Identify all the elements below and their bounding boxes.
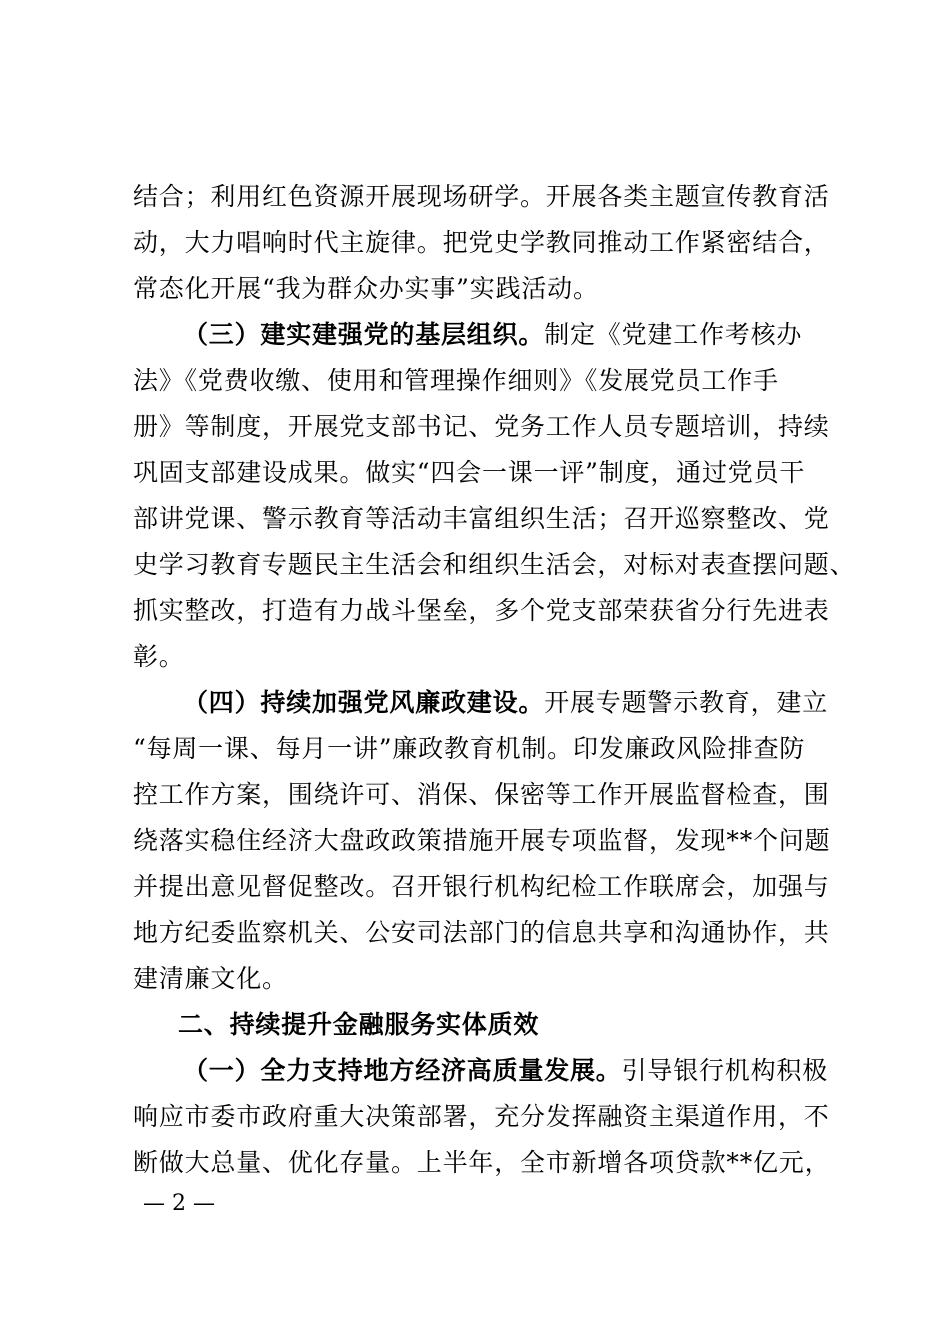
paragraph-line: 史学习教育专题民主生活会和组织生活会，对标对表查摆问题、 (133, 550, 856, 579)
paragraph-line: 法》《党费收缴、使用和管理操作细则》《发展党员工作手 (133, 366, 779, 395)
paragraph-line: 地方纪委监察机关、公安司法部门的信息共享和沟通协作，共 (133, 918, 830, 947)
subheading-line: （一）全力支持地方经济高质量发展。引导银行机构积极 (183, 1056, 829, 1085)
paragraph-line: 响应市委市政府重大决策部署，充分发挥融资主渠道作用，不 (133, 1102, 830, 1131)
paragraph-line: 巩固支部建设成果。做实“四会一课一评”制度，通过党员干 (133, 458, 806, 487)
paragraph-line: “每周一课、每月一讲”廉政教育机制。印发廉政风险排查防 (133, 734, 806, 763)
paragraph-line: 抓实整改，打造有力战斗堡垒，多个党支部荣获省分行先进表 (133, 596, 830, 625)
subheading-line: （三）建实建强党的基层组织。制定《党建工作考核办 (183, 320, 803, 349)
paragraph-line: 并提出意见督促整改。召开银行机构纪检工作联席会，加强与 (133, 872, 830, 901)
paragraph-line: 部讲党课、警示教育等活动丰富组织生活；召开巡察整改、党 (133, 504, 830, 533)
paragraph-line: 断做大总量、优化存量。上半年，全市新增各项贷款**亿元， (133, 1148, 831, 1177)
paragraph-line: 绕落实稳住经济大盘政政策措施开展专项监督，发现**个问题 (133, 826, 831, 855)
paragraph-line: 常态化开展“我为群众办实事”实践活动。 (133, 274, 599, 303)
paragraph-line: 建清廉文化。 (133, 964, 288, 993)
paragraph-line: 控工作方案，围绕许可、消保、保密等工作开展监督检查，围 (133, 780, 830, 809)
paragraph-line: 彰。 (133, 642, 185, 671)
page-number: — 2 — (143, 1191, 215, 1216)
paragraph-line: 结合；利用红色资源开展现场研学。开展各类主题宣传教育活 (133, 182, 830, 211)
section-heading: 二、持续提升金融服务实体质效 (178, 1010, 540, 1039)
subheading-line: （四）持续加强党风廉政建设。开展专题警示教育，建立 (183, 688, 829, 717)
paragraph-line: 册》等制度，开展党支部书记、党务工作人员专题培训，持续 (133, 412, 830, 441)
paragraph-line: 动，大力唱响时代主旋律。把党史学教同推动工作紧密结合， (133, 228, 830, 257)
